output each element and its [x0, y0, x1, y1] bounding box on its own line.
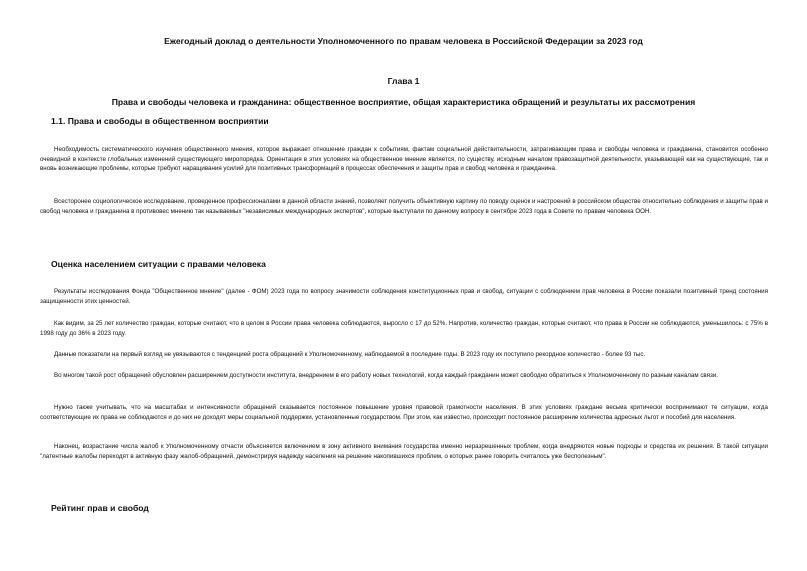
chapter-title: Права и свободы человека и гражданина: общественное восприятие, общая характеристика обращений и результаты их рассмотрения [111, 97, 696, 107]
chapter-label: Глава 1 [387, 76, 420, 86]
paragraph: Как видим, за 25 лет количество граждан, которые считают, что в целом в России права человека соблюдаются, выросло с 17 до 52%. Напротив, количество граждан, которые считают, что права в России не соблюдаются, уменьшилось: с 75% в 1998 году до 36% в 2023 году. [40, 320, 768, 337]
paragraph: Необходимость систематического изучения общественного мнения, которое выражает отношение граждан к событиям, фактам социальной действительности, затрагивающим права и свободы человека и гражданина, становится особенно очевидной в контексте глобальных изменений существующего миропорядка. Ориентация в этих условиях на общественное мнение является, по существу, исходным началом правозащитной деятельности, указывающей как на существующие, так и вновь возникающие проблемы, которые требуют наращивания усилий для позитивных трансформаций в процессах обеспечения и защиты прав и свобод человека и гражданина. [40, 146, 768, 172]
document-title: Ежегодный доклад о деятельности Уполномоченного по правам человека в Российской Федерации за 2023 год [164, 36, 643, 46]
section-heading-rating: Рейтинг прав и свобод [51, 503, 149, 513]
paragraph: Результаты исследования Фонда "Общественное мнение" (далее - ФОМ) 2023 года по вопросу значимости соблюдения конституционных прав и свобод, ситуации с соблюдением прав человека в России показали позитивный тренд состояния защищенности этих ценностей. [40, 288, 768, 305]
section-heading-rights-perception: 1.1. Права и свободы в общественном восприятии [51, 116, 269, 126]
paragraph: Наконец, возрастание числа жалоб к Уполномоченному отчасти объясняется включением в зону активного внимания государства именно неразрешенных проблем, когда внедряются новые подходы и средства их решения. В такой ситуации "латентные жалобы переходят в активную фазу жалоб-обращений, демонстрируя надежду населения на решение накопившихся проблем, о которых ранее говорить считалось уже бесполезным". [40, 443, 768, 460]
section-heading-assessment: Оценка населением ситуации с правами человека [51, 259, 266, 269]
paragraph: Всесторонее социологическое исследование, проведенное профессионалами в данной области знаний, позволяет получить объективную картину по поводу оценок и настроений в российском обществе относительно соблюдения и защиты прав и свобод человека и гражданина в противовес мнению так называемых "независимых международных экспертов", которые выступали по данному вопросу в сентябре 2023 года в Совете по правам человека ООН. [40, 198, 768, 215]
paragraph: Во многом такой рост обращений обусловлен расширением доступности института, внедрением в его работу новых технологий, когда каждый гражданин может свободно обратиться к Уполномоченному по разным каналам связи. [54, 372, 718, 379]
paragraph: Нужно также учитывать, что на масштабах и интенсивности обращений сказывается постоянное повышение уровня правовой грамотности населения. В этих условиях граждане весьма критически воспринимают те ситуации, когда соответствующие их права не соблюдаются и до них не доходят меры социальной поддержки, установленные государством. При этом, как известно, происходит постоянное расширение количества адресных льгот и пособий для населения. [40, 404, 768, 421]
paragraph: Данные показатели на первый взгляд не увязываются с тенденцией роста обращений к Уполномоченному, наблюдаемой в последние годы. В 2023 году их поступило рекордное количество - более 93 тыс. [54, 351, 646, 358]
